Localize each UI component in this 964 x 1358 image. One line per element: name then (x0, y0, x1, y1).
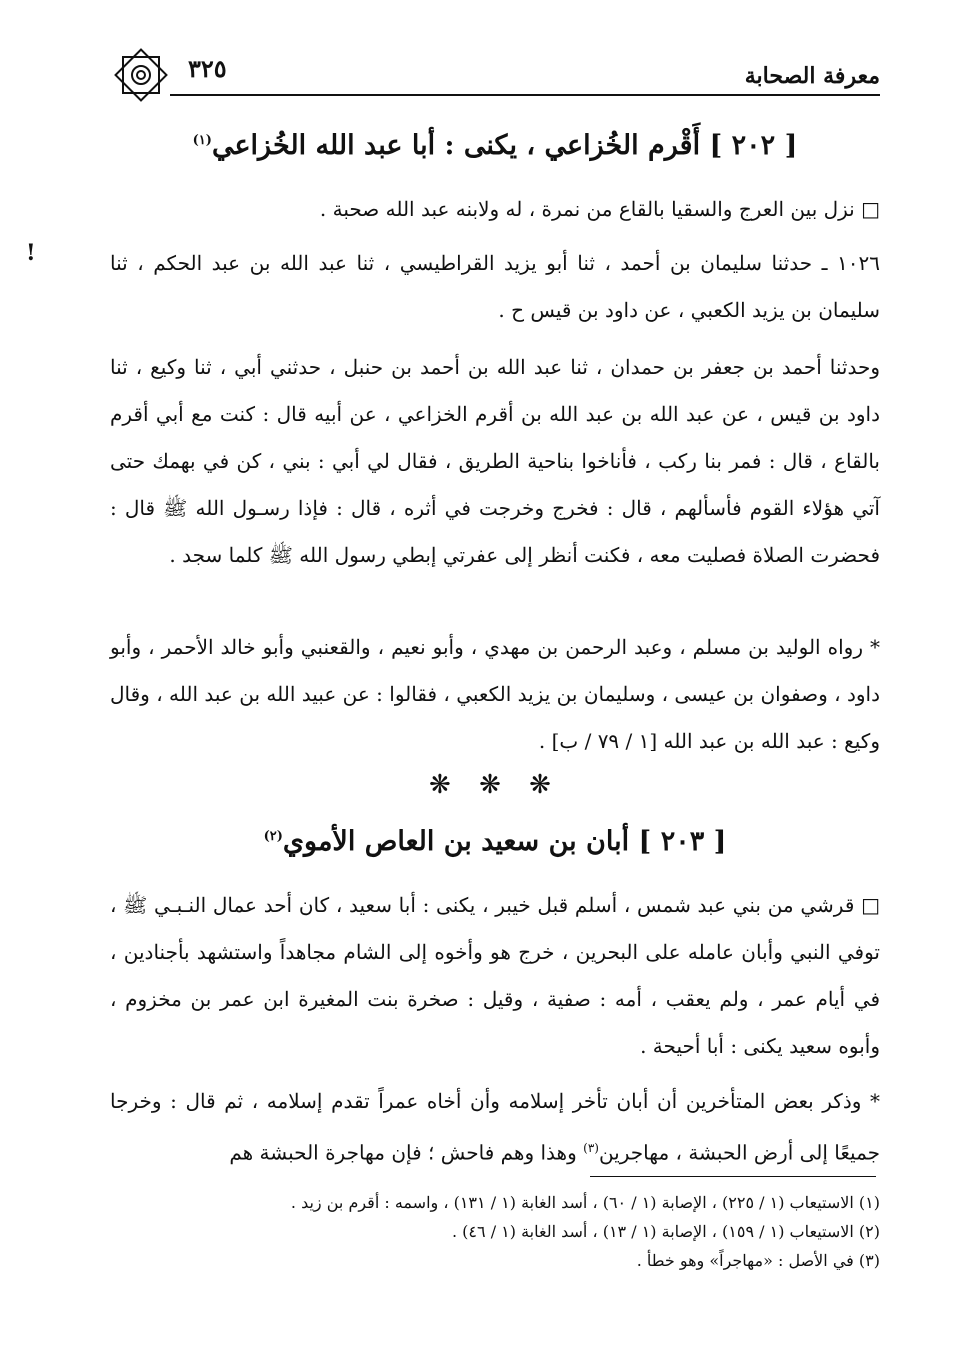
footnote-ref-3: (٣) (583, 1141, 599, 1155)
entry-202-intro: □ نزل بين العرج والسقيا بالقاع من نمرة ، له ولابنه عبد الله صحبة . (319, 197, 880, 221)
entry-202-title: [ ٢٠٢ ] أَقْرم الخُزاعي ، يكنى : أبا عبد الله الخُزاعي (211, 130, 798, 161)
remark-text-after: وهذا وهم فاحش ؛ فإن مهاجرة الحبشة هم (229, 1140, 584, 1165)
star-ornament-icon (110, 44, 172, 106)
entry-203-remark (110, 1078, 880, 1177)
entry-202-heading (110, 130, 880, 161)
page-header (110, 50, 880, 102)
margin-mark: ! (26, 240, 36, 266)
hadith-1026: ١٠٢٦ ـ حدثنا سليمان بن أحمد ، ثنا أبو يزيد القراطيسي ، ثنا عبد الله بن عبد الحكم ، ثنا سليمان بن يزيد الكعبي ، عن داود بن قيس ح . (110, 251, 880, 322)
remark-text-before: * وذكر بعض المتأخرين أن أبان تأخر إسلامه وأن أخاه عمراً تقدم إسلامه ، ثم قال : وخرجا جميعًا إلى أرض الحبشة ، مهاجرين (110, 1089, 880, 1165)
running-title: معرفة الصحابة (744, 63, 880, 89)
entry-203-heading (110, 826, 880, 857)
footnotes (110, 1188, 880, 1275)
narrators-paragraph: * رواه الوليد بن مسلم ، وعبد الرحمن بن مهدي ، وأبو نعيم ، والقعنبي وأبو خالد الأحمر ، وأبو داود ، وصفوان بن عيسى ، وسليمان بن يزيد الكعبي ، فقالوا : عن عبيد الله بن عبد الله ، وقال وكيع : عبد الله بن عبد الله [١ / ٧٩ / ب] . (110, 635, 880, 753)
footnote-3: (٣) في الأصل : «مهاجراً» وهو خطأ . (636, 1251, 880, 1270)
footnote-rule (590, 1176, 876, 1177)
header-rule (170, 94, 880, 96)
footnote-1: (١) الاستيعاب (١ / ٢٢٥) ، الإصابة (١ / ٦٠) ، أسد الغابة (١ / ١٣١) ، واسمه : أقرم بن زيد . (290, 1193, 880, 1212)
footnote-ref-1: (١) (192, 133, 212, 148)
hadith-chain-2: وحدثنا أحمد بن جعفر بن حمدان ، ثنا عبد الله بن أحمد بن حنبل ، حدثني أبي ، ثنا وكيع ، ثنا داود بن قيس ، عن عبد الله بن عبد الله بن أقرم الخزاعي ، عن أبيه قال : كنت مع أبي أقرم بالقاع ، قال : فمر بنا ركب ، فأناخوا بناحية الطريق ، فقال لي أبي : بني ، كن في بهمك حتى آتي هؤلاء القوم فأسألهم ، قال : فخرج وخرجت في أثره ، قال : فإذا رسـول الله ﷺ قال : فحضرت الصلاة فصليت معه ، فكنت أنظر إلى عفرتي إبطي رسول الله ﷺ كلما سجد . (110, 355, 880, 567)
page-number: ٣٢٥ (188, 54, 227, 83)
entry-203-title: [ ٢٠٣ ] أبان بن سعيد بن العاص الأموي (282, 826, 727, 857)
footnote-ref-2: (٢) (263, 829, 283, 844)
section-separator: ❋ ❋ ❋ (429, 770, 561, 800)
footnote-2: (٢) الاستيعاب (١ / ١٥٩) ، الإصابة (١ / ١٣) ، أسد الغابة (١ / ٤٦) . (452, 1222, 880, 1241)
entry-203-intro: □ قرشي من بني عبد شمس ، أسلم قبل خيبر ، يكنى : أبا سعيد ، كان أحد عمال النـبـي ﷺ ، توفي النبي وأبان عامله على البحرين ، خرج هو وأخوه إلى الشام مجاهداً واستشهد بأجنادين ، في أيام عمر ، ولم يعقب ، أمه : صفية ، وقيل : صخرة بنت المغيرة ابن عمر بن مخزوم ، وأبوه سعيد يكنى : أبا أحيحة . (110, 893, 880, 1058)
